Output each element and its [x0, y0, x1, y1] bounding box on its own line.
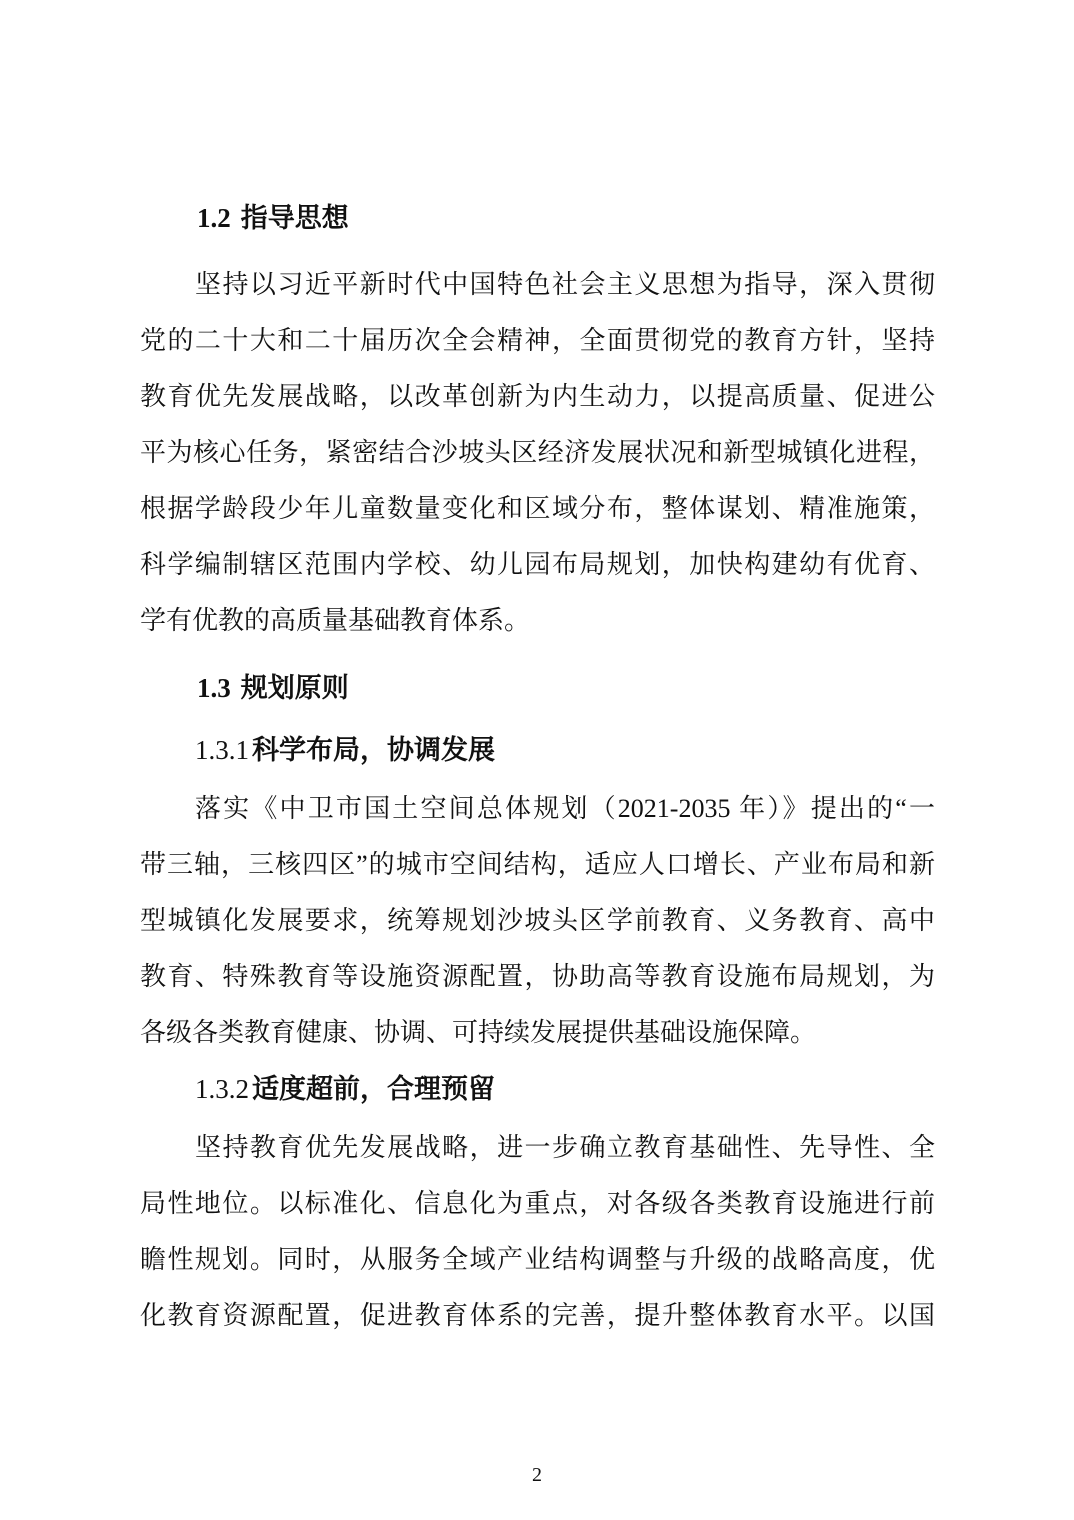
section-heading-1-2	[140, 190, 935, 246]
paragraph-line: 学有优教的高质量基础教育体系。	[140, 606, 531, 635]
paragraph-line: 平为核心任务，紧密结合沙坡头区经济发展状况和新型城镇化进程，	[140, 438, 935, 467]
section-title: 规划原则	[240, 673, 349, 703]
subsection-heading-1-3-2	[140, 1061, 935, 1117]
paragraph-line: 型城镇化发展要求，统筹规划沙坡头区学前教育、义务教育、高中	[140, 906, 935, 935]
paragraph-scientific-layout	[140, 781, 935, 1061]
paragraph-line: 教育、特殊教育等设施资源配置，协助高等教育设施布局规划，为	[140, 962, 935, 991]
section-number: 1.3	[197, 673, 231, 703]
paragraph-moderate-advance	[140, 1120, 935, 1344]
section-title: 指导思想	[240, 203, 349, 233]
subsection-number: 1.3.2	[195, 1074, 249, 1104]
document-body	[140, 190, 935, 1344]
subsection-title: 科学布局，协调发展	[252, 735, 495, 765]
paragraph-line: 落实《中卫市国土空间总体规划（2021-2035 年）》提出的“一	[195, 794, 935, 823]
subsection-number: 1.3.1	[195, 735, 249, 765]
subsection-heading-1-3-1	[140, 722, 935, 778]
paragraph-line: 党的二十大和二十届历次全会精神，全面贯彻党的教育方针，坚持	[140, 326, 935, 355]
paragraph-line: 带三轴，三核四区”的城市空间结构，适应人口增长、产业布局和新	[140, 850, 935, 879]
paragraph-line: 瞻性规划。同时，从服务全域产业结构调整与升级的战略高度，优	[140, 1245, 935, 1274]
paragraph-line: 局性地位。以标准化、信息化为重点，对各级各类教育设施进行前	[140, 1189, 935, 1218]
subsection-title: 适度超前，合理预留	[252, 1074, 495, 1104]
paragraph-line: 化教育资源配置，促进教育体系的完善，提升整体教育水平。以国	[140, 1301, 935, 1330]
paragraph-line: 各级各类教育健康、协调、可持续发展提供基础设施保障。	[140, 1018, 817, 1047]
page-number: 2	[532, 1464, 542, 1486]
section-number: 1.2	[197, 203, 231, 233]
paragraph-line: 坚持以习近平新时代中国特色社会主义思想为指导，深入贯彻	[195, 270, 935, 299]
paragraph-line: 教育优先发展战略，以改革创新为内生动力，以提高质量、促进公	[140, 382, 935, 411]
paragraph-line: 根据学龄段少年儿童数量变化和区域分布，整体谋划、精准施策，	[140, 494, 935, 523]
paragraph-line: 科学编制辖区范围内学校、幼儿园布局规划，加快构建幼有优育、	[140, 550, 935, 579]
section-heading-1-3	[140, 660, 935, 716]
paragraph-guiding-ideology	[140, 257, 935, 649]
paragraph-line: 坚持教育优先发展战略，进一步确立教育基础性、先导性、全	[195, 1133, 935, 1162]
